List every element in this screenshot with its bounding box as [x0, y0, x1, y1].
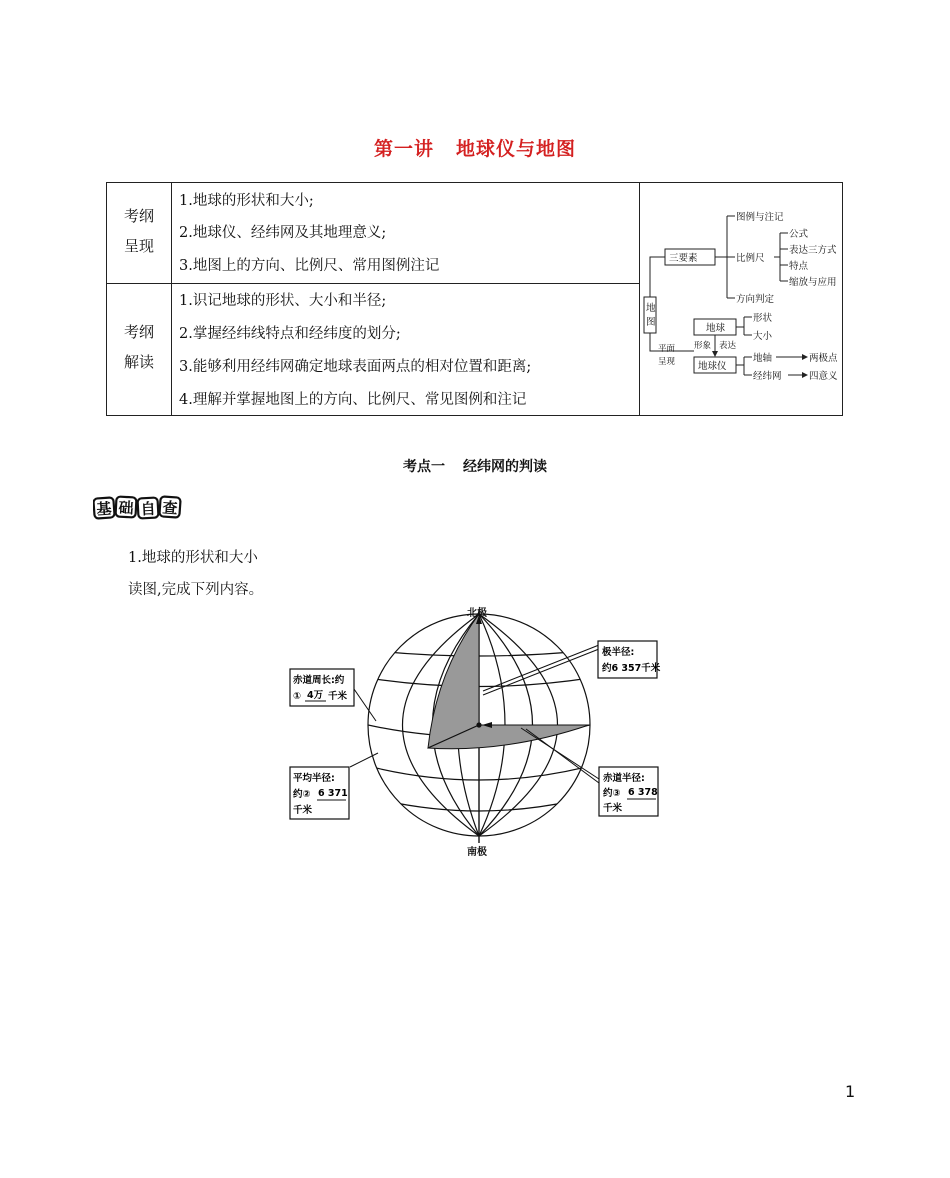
page-title [0, 134, 950, 161]
section-title: 经纬网的判读 [463, 459, 547, 475]
shape-expression-label: 表达 [719, 341, 737, 351]
equator-radius-callout [599, 767, 658, 816]
title-topic: 地球仪与地图 [456, 138, 577, 160]
equator-radius-title: 赤道半径: [603, 773, 645, 784]
polar-radius-value: 约6 357千米 [602, 663, 661, 674]
scale-item: 表达三方式 [789, 245, 837, 256]
concept-map [640, 183, 842, 415]
answer-unit: 千米 [328, 691, 348, 702]
scale-item: 公式 [789, 229, 809, 240]
table-item: 2.地球仪、经纬网及其地理意义; [179, 225, 387, 241]
equator-circumference-callout [290, 669, 354, 706]
table-row-divider [107, 283, 639, 284]
earth-label: 地球 [706, 323, 726, 334]
page-number: 1 [845, 1082, 856, 1101]
row-label-line: 解读 [123, 353, 154, 371]
table-item: 2.掌握经纬线特点和经纬度的划分; [179, 326, 401, 342]
question-heading: 1.地球的形状和大小 [128, 550, 258, 566]
shape-expression-label: 形象 [694, 341, 712, 351]
title-lecture-number: 第一讲 [373, 138, 434, 160]
table-item: 3.地图上的方向、比例尺、常用图例注记 [179, 258, 440, 274]
plane-label: 平面 [658, 344, 676, 354]
equator-circumference-title: 赤道周长:约 [293, 675, 345, 686]
polar-radius-title: 极半径: [602, 647, 635, 658]
earth-item: 形状 [753, 313, 773, 324]
globe-diagram [286, 603, 662, 860]
answer-unit: 千米 [293, 805, 313, 816]
answer-value: 6 371 [318, 788, 348, 799]
mean-radius-callout [290, 767, 349, 819]
three-elements-label: 三要素 [669, 253, 698, 264]
polar-radius-callout [598, 641, 661, 678]
table-item: 3.能够利用经纬网确定地球表面两点的相对位置和距离; [179, 359, 532, 375]
badge-char: 自 [140, 499, 157, 519]
four-meanings-label: 四意义 [809, 371, 838, 382]
axis-label: 地轴 [753, 353, 773, 364]
row-label-line: 呈现 [123, 237, 154, 255]
answer-marker: 约③ [603, 788, 621, 799]
badge-char: 查 [161, 498, 179, 518]
answer-unit: 千米 [603, 803, 623, 814]
self-check-badge [93, 495, 185, 521]
syllabus-table [106, 182, 843, 416]
mean-radius-title: 平均半径: [293, 773, 335, 784]
row-label-interpretation [107, 317, 171, 377]
two-poles-label: 两极点 [809, 353, 838, 364]
root-char: 图 [646, 317, 656, 328]
answer-value: 4万 [307, 690, 324, 701]
badge-char: 基 [95, 499, 113, 519]
grid-label: 经纬网 [753, 371, 782, 382]
section-number: 考点一 [403, 459, 445, 475]
scale-item: 特点 [789, 261, 809, 272]
root-char: 地 [646, 303, 656, 314]
scale-item: 缩放与应用 [789, 277, 837, 288]
table-item: 1.识记地球的形状、大小和半径; [179, 293, 387, 309]
scale-label: 比例尺 [736, 253, 765, 264]
table-divider-label [171, 183, 172, 415]
section-heading [0, 456, 950, 476]
north-pole-label: 北极 [467, 608, 487, 619]
globe-label: 地球仪 [698, 361, 727, 372]
answer-marker: 约② [293, 789, 311, 800]
question-instruction: 读图,完成下列内容。 [128, 582, 264, 598]
row-label-line: 考纲 [123, 207, 154, 225]
answer-value: 6 378 [628, 787, 658, 798]
badge-char: 础 [117, 498, 134, 518]
plane-label: 呈现 [658, 357, 676, 367]
south-pole-label: 南极 [467, 847, 487, 858]
direction-label: 方向判定 [736, 294, 775, 305]
table-item: 1.地球的形状和大小; [179, 193, 314, 209]
table-item: 4.理解并掌握地图上的方向、比例尺、常见图例和注记 [179, 392, 527, 408]
legend-label: 图例与注记 [736, 212, 784, 223]
row-label-presentation [107, 201, 171, 261]
answer-marker: ① [293, 691, 302, 702]
earth-item: 大小 [753, 331, 773, 342]
row-label-line: 考纲 [123, 323, 154, 341]
